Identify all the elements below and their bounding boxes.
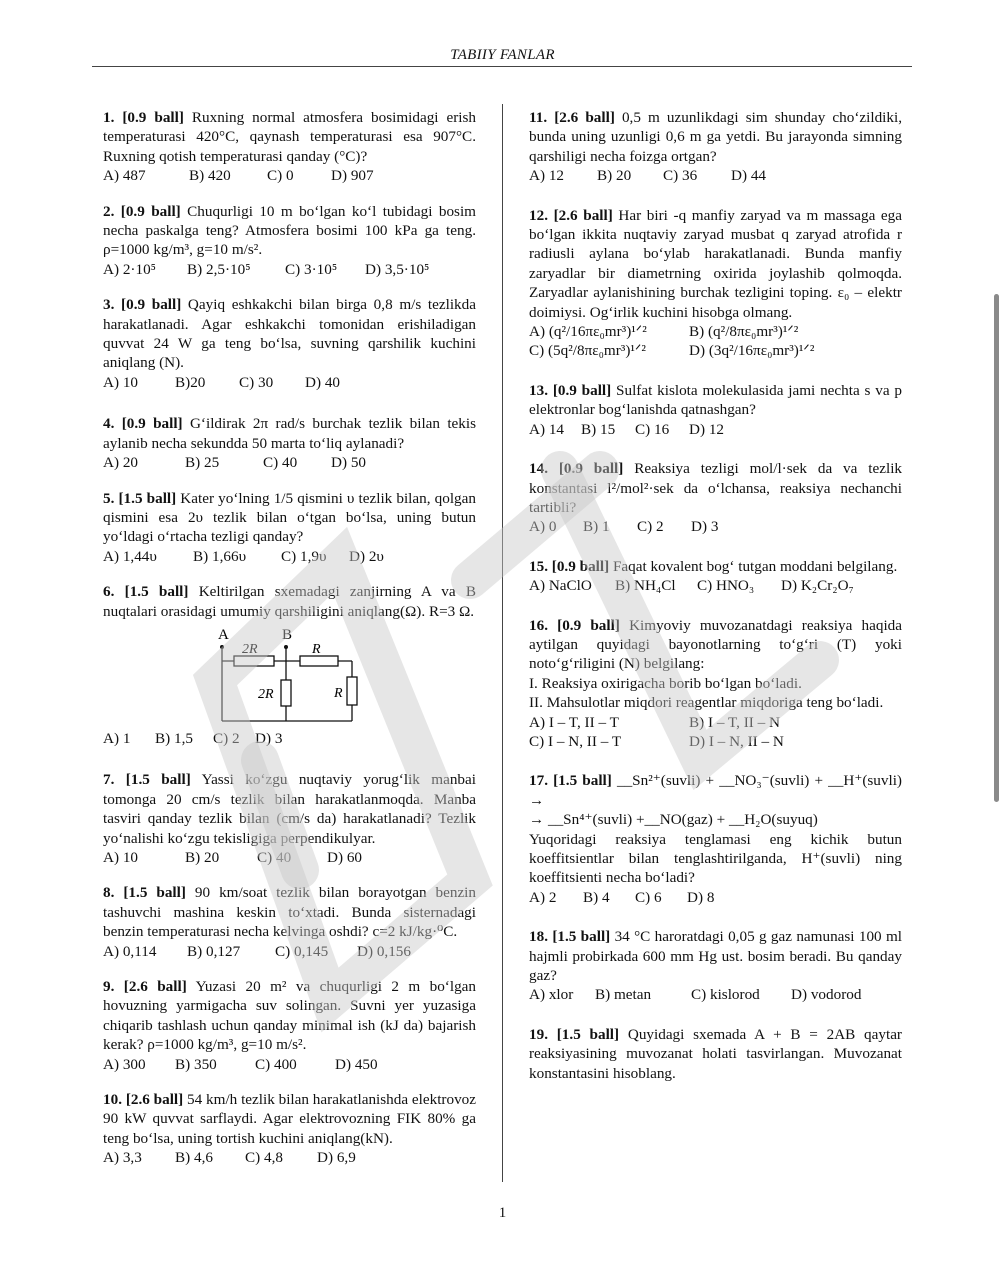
option: A) 12 bbox=[529, 167, 565, 185]
option: A) 14 bbox=[529, 420, 565, 438]
option: D) vodorod bbox=[791, 986, 862, 1004]
option: B) 20 bbox=[185, 848, 220, 866]
option: A) 2·10⁵ bbox=[103, 260, 156, 278]
option: B) 2,5·10⁵ bbox=[187, 260, 251, 278]
resistor-r-right bbox=[347, 677, 357, 705]
option: A) 487 bbox=[103, 167, 146, 185]
option: A) I – T, II – T bbox=[529, 713, 619, 731]
option: A) 300 bbox=[103, 1055, 146, 1073]
column-divider bbox=[502, 104, 503, 1182]
option: B) I – T, II – N bbox=[689, 713, 780, 731]
resistor-2r-top bbox=[234, 656, 274, 666]
option: D) 60 bbox=[327, 848, 363, 866]
option: D) 12 bbox=[689, 420, 725, 438]
option: B) 0,127 bbox=[187, 942, 241, 960]
option: D) 6,9 bbox=[317, 1149, 356, 1167]
option: C) 0 bbox=[267, 167, 294, 185]
statement: I. Reaksiya oxirigacha borib bo‘lgan bo‘ladi. bbox=[529, 674, 802, 692]
option: C) kislorod bbox=[691, 986, 760, 1004]
option: B) 4,6 bbox=[175, 1149, 213, 1167]
question-17: 17. [1.5 ball] __Sn²⁺(suvli) + __NO₃⁻(suvli) + __H⁺(suvli) → → __Sn⁴⁺(suvli) +__NO(gaz) + __H₂O(suyuq) Yuqoridagi reaksiya tenglamasi eng kichik butun koeffitsientlar bilan tenglashtirilganda, H⁺(suvli) ning koeffitsienti necha bo‘ladi? A) 2 B) 4 C) 6 D) 8 bbox=[529, 772, 902, 906]
svg-text:2R: 2R bbox=[242, 641, 258, 657]
option: C) 2 bbox=[213, 729, 240, 747]
option: B) 420 bbox=[189, 167, 231, 185]
svg-text:R: R bbox=[334, 685, 343, 701]
option: D) 44 bbox=[731, 167, 767, 185]
option: B) 1,66υ bbox=[193, 547, 247, 565]
option: A) 2 bbox=[529, 888, 557, 906]
option: B) 4 bbox=[583, 888, 610, 906]
question-16: 16. [0.9 ball] Kimyoviy muvozanatdagi reaksiya haqida aytilgan quyidagi bayonotlarning to‘g‘ri (T) yoki noto‘g‘riligini (N) belgilang: I. Reaksiya oxirigacha borib bo‘lgan bo‘ladi. II. Mahsulotlar miqdori reagentlar miqdoriga teng bo‘ladi. A) I – T, II – T B) I – T, II – N C) I – N, II – T D) I – N, II – N bbox=[529, 616, 902, 750]
resistor-2r-middle bbox=[281, 680, 291, 706]
option: B) 20 bbox=[597, 167, 632, 185]
option: B) 1 bbox=[583, 518, 610, 536]
option: A) 1,44υ bbox=[103, 547, 157, 565]
option: A) 10 bbox=[103, 848, 139, 866]
question-8: 8. [1.5 ball] 90 km/soat tezlik bilan borayotgan benzin tashuvchi mashina keskin to‘xtadi. Bunda sisternadagi benzin temperaturasi necha kelvinga oshdi? c=2 kJ/kg·⁰C. A) 0,114 B) 0,127 C) 0,145 D) 0,156 bbox=[103, 884, 476, 960]
question-9: 9. [2.6 ball] Yuzasi 20 m² va chuqurligi 2 m bo‘lgan hovuzning yarmigacha suv solingan. Suvni yer yuzasiga chiqarib tashlash uchun qanday minimal ish (kJ da) bajarish kerak? ρ=1000 kg/m³, g=10 m/s². A) 300 B) 350 C) 400 D) 450 bbox=[103, 978, 476, 1073]
option: A) NaClO bbox=[529, 577, 592, 595]
statement: II. Mahsulotlar miqdori reagentlar miqdoriga teng bo‘ladi. bbox=[529, 694, 884, 712]
option: D) 0,156 bbox=[357, 942, 411, 960]
reaction-equation: __Sn²⁺(suvli) + __NO₃⁻(suvli) + __H⁺(suvli) → bbox=[529, 772, 902, 809]
question-12: 12. [2.6 ball] Har biri -q manfiy zaryad va m massaga ega bo‘lgan ikkita nuqtaviy zaryad musbat q zaryad atrofida r radiusli aylana bo‘ylab harakatlanadi. Bunda manfiy zaryadlar bir diametrning oxirida joylashib qolmoqda. Zaryadlar aylanishining burchak tezligini toping. ε₀ – elektr doimiysi. Og‘irlik kuchini hisobga olmang. A) (q²/16πε₀mr³)¹ᐟ² B) (q²/8πε₀mr³)¹ᐟ² C) (5q²/8πε₀mr³)¹ᐟ² D) (3q²/16πε₀mr³)¹ᐟ² bbox=[529, 206, 903, 360]
option: D) 40 bbox=[305, 373, 341, 391]
reaction-equation-line2: → __Sn⁴⁺(suvli) +__NO(gaz) + __H₂O(suyuq) bbox=[529, 811, 818, 829]
right-column bbox=[529, 108, 902, 1099]
option: C) (5q²/8πε₀mr³)¹ᐟ² bbox=[529, 342, 646, 360]
option: D) 907 bbox=[331, 167, 374, 185]
question-19: 19. [1.5 ball] Quyidagi sxemada A + B = 2AB qaytar reaksiyasining muvozanat holati tasvirlangan. Muvozanat konstantasini hisoblang. bbox=[529, 1025, 902, 1082]
option: A) 1 bbox=[103, 729, 131, 747]
option: C) 36 bbox=[663, 167, 698, 185]
option: C) HNO₃ bbox=[697, 577, 755, 595]
question-15: 15. [0.9 ball] Faqat kovalent bog‘ tutgan moddani belgilang. A) NaClO B) NH₄Cl C) HNO₃ D) K₂Cr₂O₇ bbox=[529, 557, 898, 595]
option: D) (3q²/16πε₀mr³)¹ᐟ² bbox=[689, 342, 815, 360]
header-divider bbox=[92, 66, 912, 67]
option: A) 10 bbox=[103, 373, 139, 391]
option: A) 20 bbox=[103, 454, 139, 472]
option: C) 6 bbox=[635, 888, 662, 906]
page-number: 1 bbox=[498, 1205, 507, 1221]
option: D) 3 bbox=[255, 729, 283, 747]
option: C) 1,9υ bbox=[281, 547, 327, 565]
left-column bbox=[103, 108, 476, 1184]
circuit-label-b: B bbox=[282, 626, 293, 643]
question-1: 1. [0.9 ball] Ruxning normal atmosfera bosimidagi erish temperaturasi 420°C, qaynash temperaturasi esa 907°C. Ruxning qotish temperaturasi qanday (°C)? A) 487 B) 420 C) 0 D) 907 bbox=[103, 109, 476, 185]
option: C) 3·10⁵ bbox=[285, 260, 338, 278]
option: D) 3 bbox=[691, 518, 719, 536]
svg-text:R: R bbox=[312, 641, 321, 657]
option: A) 3,3 bbox=[103, 1149, 142, 1167]
circuit-label-a: A bbox=[218, 626, 229, 643]
option: B) metan bbox=[595, 986, 652, 1004]
option: C) 30 bbox=[239, 373, 274, 391]
option: D) 8 bbox=[687, 888, 715, 906]
question-3: 3. [0.9 ball] Qayiq eshkakchi bilan birga 0,8 m/s tezlikda harakatlanadi. Agar eshkakchi tomonidan erishiladigan quvvat 24 W ga teng bo‘lsa, suvning qarshilik kuchini aniqlang (N). A) 10 B)20 C) 30 D) 40 bbox=[103, 296, 476, 391]
option: C) 40 bbox=[263, 454, 298, 472]
option: D) 3,5·10⁵ bbox=[365, 260, 430, 278]
question-18: 18. [1.5 ball] 34 °C haroratdagi 0,05 g gaz namunasi 100 ml hajmli probirkada 600 mm Hg ust. bosim beradi. Bu qanday gaz? A) xlor B) metan C) kislorod D) vodorod bbox=[529, 928, 902, 1004]
option: D) 450 bbox=[335, 1055, 378, 1073]
question-6: 6. [1.5 ball] Keltirilgan sxemadagi zanjirning A va B nuqtalari orasidagi umumiy qarshiligini aniqlang(Ω). R=3 Ω. A B 2R R 2R R A) 1 B) 1,5 C) 2 D) 3 bbox=[103, 583, 476, 747]
option: D) 50 bbox=[331, 454, 367, 472]
option: A) 0,114 bbox=[103, 942, 157, 960]
option: C) I – N, II – T bbox=[529, 732, 622, 750]
option: C) 16 bbox=[635, 420, 670, 438]
option: C) 0,145 bbox=[275, 942, 329, 960]
option: C) 40 bbox=[257, 848, 292, 866]
question-14: 14. [0.9 ball] Reaksiya tezligi mol/l·sek da va tezlik konstantasi l²/mol²·sek da o‘lchansa, reaksiya nechanchi tartibli? A) 0 B) 1 C) 2 D) 3 bbox=[529, 460, 903, 536]
option: C) 4,8 bbox=[245, 1149, 283, 1167]
option: B) NH₄Cl bbox=[615, 577, 676, 595]
circuit-diagram bbox=[208, 625, 358, 727]
option: D) 2υ bbox=[349, 547, 384, 565]
question-2: 2. [0.9 ball] Chuqurligi 10 m bo‘lgan ko‘l tubidagi bosim necha paskalga teng? Atmosfera bosimi 100 kPa ga teng. ρ=1000 kg/m³, g=10 m/s². A) 2·10⁵ B) 2,5·10⁵ C) 3·10⁵ D) 3,5·10⁵ bbox=[103, 202, 476, 278]
option: B)20 bbox=[175, 373, 206, 391]
option: C) 400 bbox=[255, 1055, 297, 1073]
option: B) 350 bbox=[175, 1055, 217, 1073]
page-header-title: TABIIY FANLAR bbox=[450, 47, 555, 63]
option: B) (q²/8πε₀mr³)¹ᐟ² bbox=[689, 323, 799, 341]
option: D) I – N, II – N bbox=[689, 732, 784, 750]
scrollbar-thumb[interactable] bbox=[994, 294, 999, 802]
svg-text:2R: 2R bbox=[258, 686, 274, 702]
question-11: 11. [2.6 ball] 0,5 m uzunlikdagi sim shunday cho‘zildiki, bunda uning uzunligi 0,6 m ga yetdi. Bu jarayonda simning qarshiligi necha foizga ortgan? A) 12 B) 20 C) 36 D) 44 bbox=[529, 109, 902, 185]
option: A) xlor bbox=[529, 986, 574, 1004]
option: A) (q²/16πε₀mr³)¹ᐟ² bbox=[529, 323, 647, 341]
resistor-r-top bbox=[300, 656, 338, 666]
option: A) 0 bbox=[529, 518, 557, 536]
question-7: 7. [1.5 ball] Yassi ko‘zgu nuqtaviy yorug‘lik manbai tomonga 20 cm/s tezlik bilan harakatlanmoqda. Manba tasviri qanday tezlik bilan (cm/s da) harakatlanadi? Tezlik yo‘nalishi ko‘zgu tekisligiga perpendikulyar. A) 10 B) 20 C) 40 D) 60 bbox=[103, 771, 476, 866]
question-10: 10. [2.6 ball] 54 km/h tezlik bilan harakatlanishda elektrovoz 90 kW quvvat sarflaydi. Agar elektrovozning FIK 80% ga teng bo‘lsa, uning tortish kuchini aniqlang(kN). A) 3,3 B) 4,6 C) 4,8 D) 6,9 bbox=[103, 1091, 477, 1167]
option: B) 25 bbox=[185, 454, 220, 472]
option: B) 15 bbox=[581, 420, 616, 438]
question-13: 13. [0.9 ball] Sulfat kislota molekulasida jami nechta s va p elektronlar bog‘lanishda qatnashgan? A) 14 B) 15 C) 16 D) 12 bbox=[529, 381, 902, 438]
option: B) 1,5 bbox=[155, 729, 193, 747]
option: C) 2 bbox=[637, 518, 664, 536]
question-5: 5. [1.5 ball] Kater yo‘lning 1/5 qismini υ tezlik bilan, qolgan qismini esa 2υ tezlik bilan o‘tgan bo‘lsa, uning butun yo‘ldagi o‘rtacha tezligi qanday? A) 1,44υ B) 1,66υ C) 1,9υ D) 2υ bbox=[103, 489, 476, 565]
question-4: 4. [0.9 ball] G‘ildirak 2π rad/s burchak tezlik bilan tekis aylanib necha sekundda 50 marta to‘liq aylanadi? A) 20 B) 25 C) 40 D) 50 bbox=[103, 415, 477, 472]
option: D) K₂Cr₂O₇ bbox=[781, 577, 854, 595]
